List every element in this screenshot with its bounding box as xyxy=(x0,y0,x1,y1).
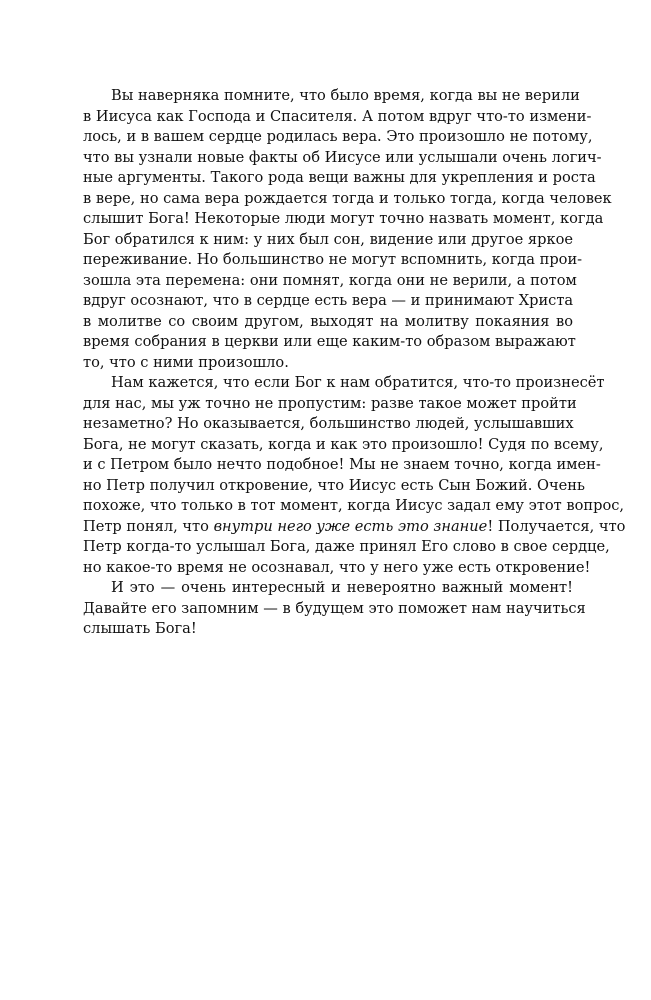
paragraph xyxy=(83,373,626,578)
text-segment: слышит Бога! Некоторые люди могут точно назвать момент, когда xyxy=(83,210,604,227)
text-line xyxy=(83,107,592,128)
text-line xyxy=(83,189,612,210)
text-segment: в молитве со своим другом, выходят на молитву покаяния во xyxy=(83,312,573,330)
text-segment: время собрания в церкви или еще каким-то образом выражают xyxy=(83,333,576,350)
text-segment: лось, и в вашем сердце родилась вера. Это произошло не потому, xyxy=(83,128,593,145)
text-segment: ! Получается, что xyxy=(487,517,626,535)
text-line xyxy=(83,435,604,456)
text-segment: Вы наверняка помните, что было время, когда вы не верили xyxy=(111,87,580,104)
text-segment: переживание. Но большинство не могут вспомнить, когда прои- xyxy=(83,251,583,268)
text-line xyxy=(83,394,577,415)
text-line xyxy=(83,578,573,599)
text-segment: то, что с ними произошло. xyxy=(83,353,289,371)
paragraph xyxy=(83,578,586,640)
text-segment: в вере, но сама вера рождается тогда и только тогда, когда человек xyxy=(83,189,612,207)
text-line xyxy=(83,476,585,497)
text-segment: что вы узнали новые факты об Иисусе или услышали очень логич- xyxy=(83,148,602,166)
text-segment: ные аргументы. Такого рода вещи важны для укрепления и роста xyxy=(83,169,596,186)
text-line xyxy=(83,455,601,476)
text-line xyxy=(83,312,573,333)
text-line xyxy=(83,271,577,292)
text-line xyxy=(83,250,583,271)
text-line xyxy=(83,230,573,251)
text-segment: похоже, что только в тот момент, когда Иисус задал ему этот вопрос, xyxy=(83,497,625,514)
text-segment: Петр понял, что xyxy=(83,517,214,535)
text-segment: Бога, не могут сказать, когда и как это произошло! Судя по всему, xyxy=(83,435,604,453)
text-line xyxy=(83,291,573,312)
text-line xyxy=(83,353,573,374)
text-line xyxy=(83,332,576,353)
body-text xyxy=(83,86,626,640)
text-segment: в Иисуса как Господа и Спасителя. А потом вдруг что-то измени- xyxy=(83,107,592,125)
text-segment: и с Петром было нечто подобное! Мы не знаем точно, когда имен- xyxy=(83,456,601,473)
text-line xyxy=(83,619,573,640)
text-segment: И это — очень интересный и невероятно важный момент! xyxy=(111,579,573,596)
text-line xyxy=(83,127,593,148)
text-line xyxy=(83,148,602,169)
text-segment: Давайте его запомним — в будущем это поможет нам научиться xyxy=(83,599,586,617)
text-segment: Петр когда-то услышал Бога, даже принял Его слово в свое сердце, xyxy=(83,538,610,555)
text-line xyxy=(83,517,626,538)
text-line xyxy=(83,414,573,435)
paragraph xyxy=(83,86,612,373)
text-line xyxy=(83,209,604,230)
text-segment: зошла эта перемена: они помнят, когда они не верили, а потом xyxy=(83,271,577,289)
text-segment: Бог обратился к ним: у них был сон, видение или другое яркое xyxy=(83,230,573,248)
text-segment: вдруг осознают, что в сердце есть вера — и принимают Христа xyxy=(83,292,574,309)
text-segment: но какое-то время не осознавал, что у него уже есть откровение! xyxy=(83,558,591,576)
text-line xyxy=(83,373,605,394)
text-segment: слышать Бога! xyxy=(83,620,197,637)
text-line xyxy=(83,599,586,620)
text-line xyxy=(83,168,596,189)
text-line xyxy=(83,86,580,107)
text-segment: незаметно? Но оказывается, большинство людей, услышавших xyxy=(83,415,574,432)
text-line xyxy=(83,537,610,558)
text-line xyxy=(83,558,591,579)
text-segment: для нас, мы уж точно не пропустим: разве такое может пройти xyxy=(83,394,577,412)
text-segment: но Петр получил откровение, что Иисус есть Сын Божий. Очень xyxy=(83,476,585,494)
text-line xyxy=(83,496,625,517)
emphasis-text: внутри него уже есть это знание xyxy=(213,517,488,535)
text-segment: Нам кажется, что если Бог к нам обратится, что-то произнесёт xyxy=(111,374,605,391)
